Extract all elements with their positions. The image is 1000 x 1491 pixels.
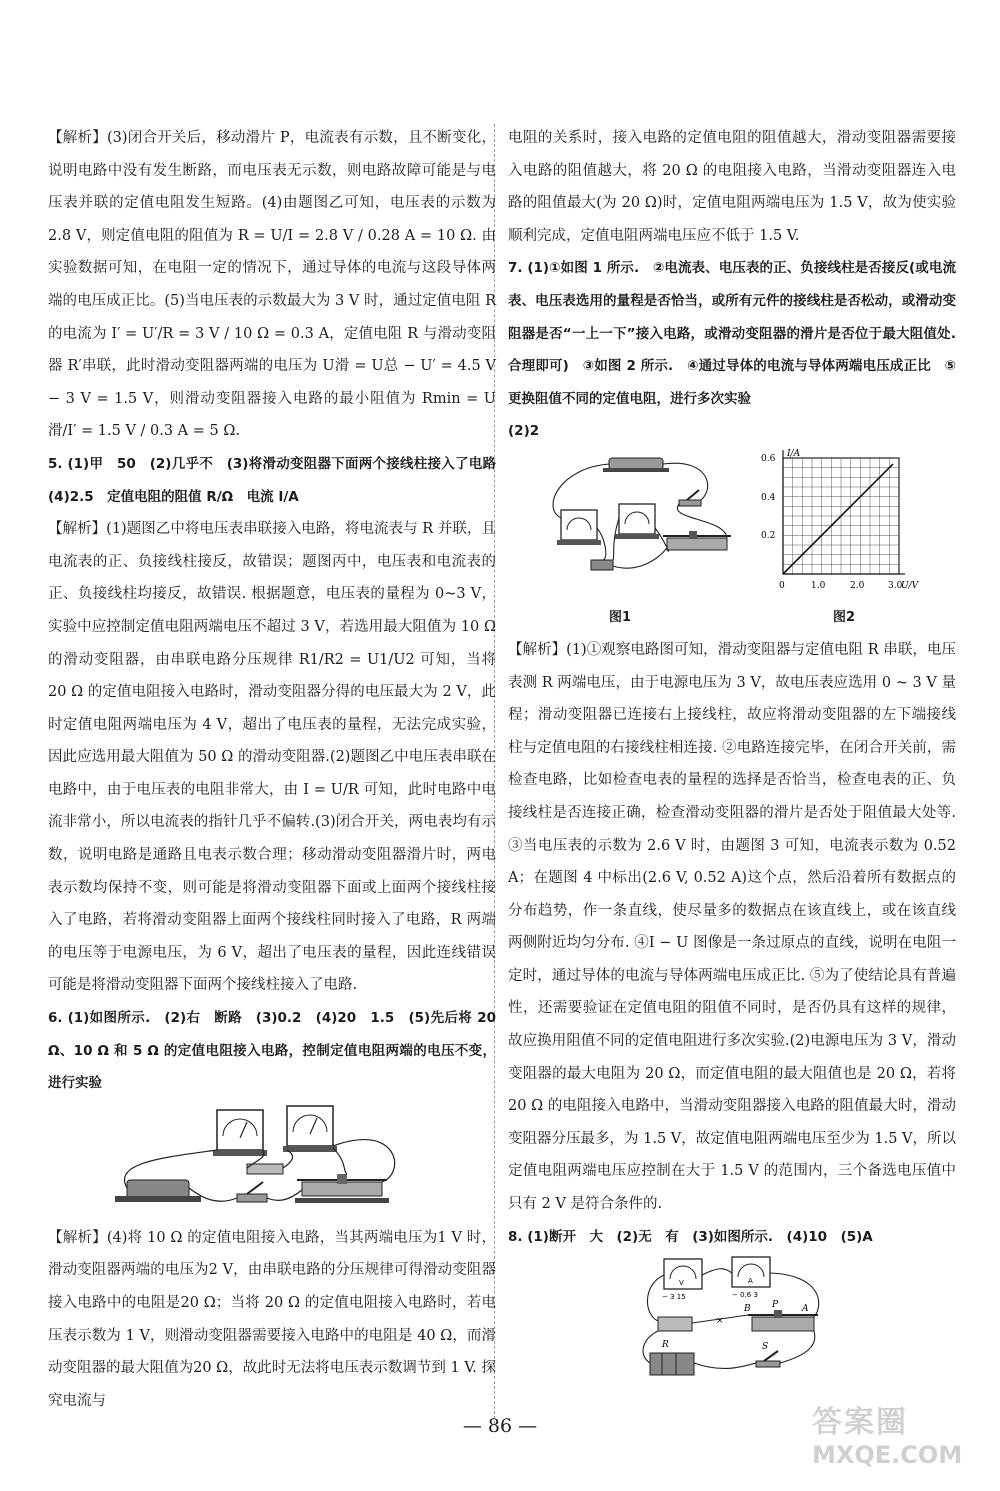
ammeter-terminals: − 0.6 3 [732,1291,758,1300]
ammeter-icon [557,510,601,545]
q6-analysis-continued: 电阻的关系时，接入电路的定值电阻的阻值越大，滑动变阻器需要接入电路的阻值越大，将 20 Ω 的电阻接入电路，当滑动变阻器连入电路的阻值最大(为 20 Ω)时，定值电阻两端电压为 1.5 V，故为使实验顺利完成，定值电阻两端电压应不低于 1.5 V. [508,130,956,244]
battery-icon [650,1353,694,1375]
y-tick-label: 0.6 [761,453,776,464]
left-column [48,122,510,1417]
x-tick-label: 0 [779,580,785,591]
rheostat-icon [663,531,731,550]
y-tick-label: 0.4 [761,492,776,503]
q7-circuit-figure-1 [539,448,749,588]
battery-icon [115,1180,201,1202]
ammeter-icon [213,1110,267,1156]
switch-label: S [762,1342,769,1353]
switch-icon [237,1182,267,1202]
page-number: — 86 — [462,1415,538,1437]
resistor-icon [247,1164,283,1174]
voltmeter-terminals: − 3 15 [662,1293,686,1302]
watermark-url: MXQE.COM [812,1441,963,1469]
voltmeter-label: V [679,1279,684,1288]
q8-circuit-figure [632,1255,832,1380]
q6-answer: 6. (1)如图所示. (2)右 断路 (3)0.2 (4)20 1.5 (5)先后将 20 Ω、10 Ω 和 5 Ω 的定值电阻接入电路，控制定值电阻两端的电压不变，进行实验 [48,1010,496,1092]
q7-iu-graph [755,448,925,608]
x-tick-label: 1.0 [811,580,826,591]
q4-analysis: 【解析】(3)闭合开关后，移动滑片 P，电流表有示数，且不断变化，说明电路中没有发生断路，而电压表无示数，则电路故障可能是与电压表并联的定值电阻发生短路。(4)由题图乙可知，电压表的示数为 2.8 V，则定值电阻的阻值为 R = U/I = 2.8 V / 0.28 A = 10 Ω. 由实验数据可知，在电阻一定的情况下，通过导体的电流与这段导体两端的电压成正比。(5)当电压表的示数最大为 3 V 时，通过定值电阻 R 的电流为 I′ = U′/R = 3 V / 10 Ω = 0.3 A，定值电阻 R 与滑动变阻器 R′串联，此时滑动变阻器两端的电压为 U滑 = U总 − U′ = 4.5 V − 3 V = 1.5 V，则滑动变阻器接入电路的最小阻值为 Rmin = U滑/I′ = 1.5 V / 0.3 A = 5 Ω. [48,130,496,440]
q7-analysis: 【解析】(1)①观察电路图可知，滑动变阻器与定值电阻 R 串联，电压表测 R 两端电压，由于电源电压为 3 V，故电压表应选用 0 ~ 3 V 量程；滑动变阻器已连接右上接线柱，故应将滑动变阻器的左下端接线柱与定值电阻的右接线柱相连接. ②电路连接完毕，在闭合开关前，需检查电路，比如检查电表的量程的选择是否恰当，检查电表的正、负接线柱是否连接正确，检查滑动变阻器的滑片是否处于阻值最大处等. ③当电压表的示数为 2.6 V 时，由题图 3 可知，电流表示数为 0.52 A；在题图 4 中标出(2.6 V, 0.52 A)这个点，然后沿着所有数据点的分布趋势，作一条直线，使尽量多的数据点在该直线上，或在该直线两侧附近均匀分布. ④I − U 图像是一条过原点的直线，说明在电阻一定时，通过导体的电流与导体两端电压成正比. ⑤为了使结论具有普遍性，还需要验证在定值电阻的阻值不同时，是否仍具有这样的规律，故应换用阻值不同的定值电阻进行多次实验.(2)电源电压为 3 V，滑动变阻器的最大电阻为 20 Ω，而定值电阻的最大阻值也是 20 Ω，若将 20 Ω 的电阻接入电路中，当滑动变阻器接入电路的阻值最大时，滑动变阻器分压最多，为 1.5 V，故定值电阻两端电压至少为 1.5 V，所以定值电阻两端电压应控制在大于 1.5 V 的范围内，三个备选电压值中只有 2 V 是符合条件的. [508,641,956,1213]
voltmeter-icon [664,1259,702,1289]
voltmeter-icon [615,504,659,539]
ammeter-label: A [748,1277,753,1286]
figure-2-caption: 图2 [832,609,856,625]
y-axis-label: I/A [787,448,801,459]
q6-circuit-figure [107,1102,437,1220]
site-watermark [812,1397,982,1477]
x-tick-label: 2.0 [850,580,865,591]
battery-icon [603,458,669,472]
resistor-icon [591,560,613,570]
terminal-b-label: B [744,1304,751,1315]
x-axis-label: U/V [901,580,919,591]
voltmeter-icon [283,1106,337,1152]
q5-analysis: 【解析】(1)题图乙中将电压表串联接入电路，将电流表与 R 并联，且电流表的正、负接线柱接反，故错误；题图丙中，电压表和电流表的正、负接线柱均接反，故错误. 根据题意，电压表的量程为 0~3 V，实验中应控制定值电阻两端电压不超过 3 V，若选用最大阻值为 10 Ω 的滑动变阻器，由串联电路分压规律 R1/R2 = U1/U2 可知，当将 20 Ω 的定值电阻接入电路时，滑动变阻器分得的电压最大为 2 V，此时定值电阻两端电压为 4 V，超出了电压表的量程，无法完成实验，因此应选用最大阻值为 50 Ω 的滑动变阻器.(2)题图乙中电压表串联在电路中，由于电压表的电阻非常大，由 I = U/R 可知，此时电路中电流非常小，所以电流表的指针几乎不偏转.(3)闭合开关，两电表均有示数，说明电路是通路且电表示数合理；移动滑动变阻器滑片时，两电表示数均保持不变，则可能是将滑动变阻器下面或上面两个接线柱接入了电路，若将滑动变阻器上面两个接线柱同时接入了电路，R 两端的电压等于电源电压，为 6 V，超出了电压表的量程，因此连线错误可能是将滑动变阻器下面两个接线柱接入了电路. [48,521,496,994]
figure-captions [508,608,956,628]
watermark-logo-text: 答案圈 [812,1405,908,1440]
x-tick-label: 3.0 [888,580,903,591]
right-column [508,122,956,1382]
q7-answer: 7. (1)①如图 1 所示. ②电流表、电压表的正、负接线柱是否接反(或电流表、电压表选用的量程是否恰当，或所有元件的接线柱是否松动，或滑动变阻器是否“一上一下”接入电路，或滑动变阻器的滑片是否位于最大阻值处. 合理即可) ③如图 2 所示. ④通过导体的电流与导体两端电压成正比 ⑤更换阻值不同的定值电阻，进行多次实验 [508,260,956,407]
rheostat-icon [295,1174,389,1203]
q8-answer: 8. (1)断开 大 (2)无 有 (3)如图所示. (4)10 (5)A [508,1228,873,1245]
q5-answer: 5. (1)甲 50 (2)几乎不 (3)将滑动变阻器下面两个接线柱接入了电路 (4)2.5 定值电阻的阻值 R/Ω 电流 I/A [48,455,510,505]
resistor-label: R [662,1340,669,1351]
terminal-a-label: A [802,1304,809,1315]
y-tick-label: 0.2 [761,530,776,541]
slider-p-label: P [772,1300,779,1311]
figure-1-caption: 图1 [608,609,632,625]
resistor-icon [658,1317,692,1331]
switch-icon [679,490,701,506]
q7-figures [508,448,956,608]
q6-analysis: 【解析】(4)将 10 Ω 的定值电阻接入电路，当其两端电压为1 V 时，滑动变阻器两端的电压为2 V，由串联电路的分压规律可得滑动变阻器接入电路中的电阻是20 Ω；当将 20 Ω 的定值电阻接入电路时，若电压表示数为 1 V，则滑动变阻器需要接入电路中的电阻是 40 Ω，而滑动变阻器的最大阻值为20 Ω，故此时无法将电压表示数调节到 1 V. 探究电流与 [48,1229,496,1409]
switch-icon [756,1351,780,1367]
q7-part2-answer: (2)2 [508,423,540,440]
ammeter-icon [732,1257,770,1287]
crossed-wire-mark: × [716,1316,724,1327]
